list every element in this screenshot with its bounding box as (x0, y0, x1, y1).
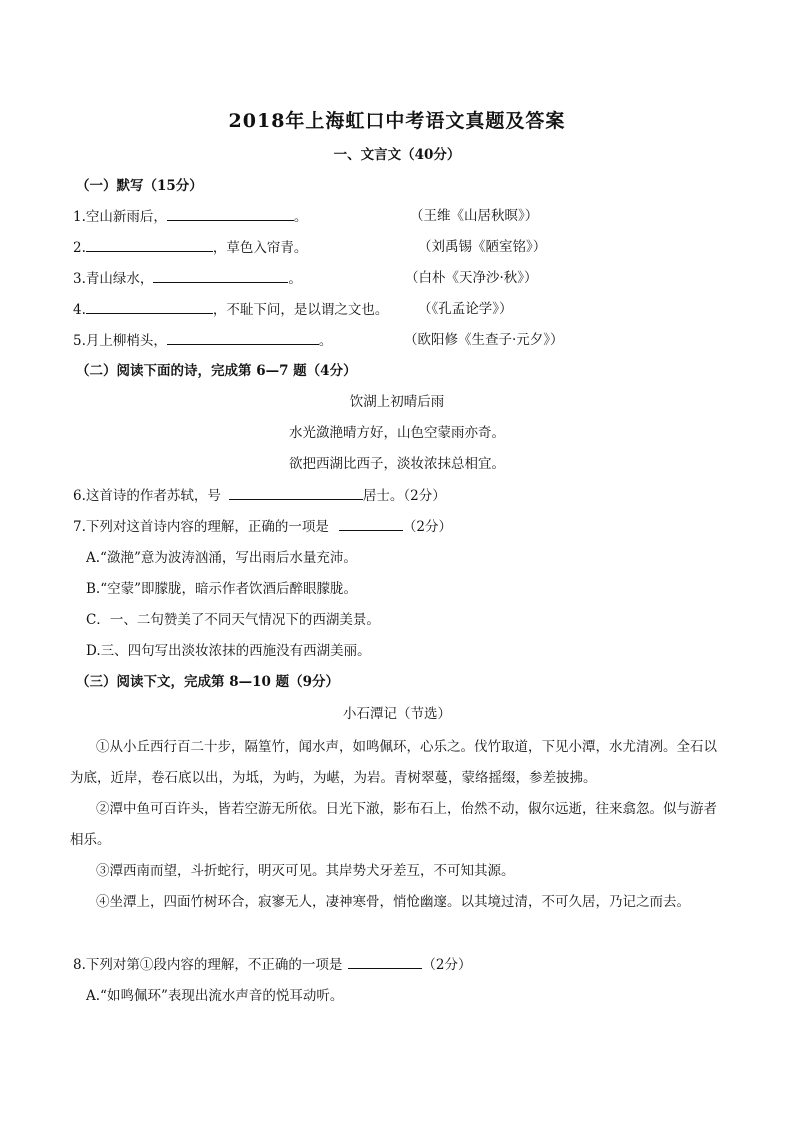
question-text: 居士。（2分） (362, 488, 446, 504)
dictation-item-5 (73, 330, 332, 351)
item-text: 3.青山绿水， (73, 271, 154, 287)
answer-blank[interactable] (229, 485, 363, 500)
item-text: 。 (318, 333, 333, 349)
item-text: 。 (293, 209, 308, 225)
question-text: 6.这首诗的作者苏轼，号 (73, 488, 221, 504)
question-6 (73, 485, 446, 506)
item-source: （《孔孟论学》） (418, 301, 513, 317)
item-text: 4. (73, 302, 86, 318)
dictation-item-3 (73, 268, 302, 289)
poem-line: 欲把西湖比西子，淡妆浓抹总相宜。 (289, 456, 505, 472)
item-text: 。 (288, 271, 302, 287)
option-b: B.“空蒙”即朦胧，暗示作者饮酒后醉眼朦胧。 (86, 581, 358, 597)
option-a: A.“潋滟”意为波涛汹涌，写出雨后水量充沛。 (86, 550, 357, 566)
option-d: D.三、四句写出淡妆浓抹的西施没有西湖美丽。 (86, 643, 371, 659)
item-source: （白朴《天净沙·秋》） (405, 270, 538, 286)
dictation-item-4 (73, 299, 388, 320)
section-heading: 一、文言文（40分） (333, 147, 461, 163)
essay-paragraph-2: ②潭中鱼可百许头，皆若空游无所依。日光下澈，影布石上，佁然不动，俶尔远逝，往来翕忽。似与游者相乐。 (70, 801, 717, 848)
essay-paragraph-4: ④坐潭上，四面竹树环合，寂寥无人，凄神寒骨，悄怆幽邃。以其境过清，不可久居，乃记之而去。 (96, 894, 690, 910)
item-source: （欧阳修《生查子·元夕》） (404, 332, 564, 348)
answer-blank[interactable] (167, 330, 319, 345)
item-text: ，不耻下问，是以谓之文也。 (212, 302, 389, 318)
answer-blank[interactable] (167, 206, 294, 221)
dictation-item-2 (73, 237, 307, 258)
part2-heading: （二）阅读下面的诗，完成第 6—7 题（4分） (76, 363, 357, 379)
option-c: C．一、二句赞美了不同天气情况下的西湖美景。 (86, 612, 380, 628)
answer-blank[interactable] (339, 516, 403, 531)
document-title: 2018年上海虹口中考语文真题及答案 (228, 110, 566, 132)
essay-paragraph-3: ③潭西南而望，斗折蛇行，明灭可见。其岸势犬牙差互，不可知其源。 (96, 863, 515, 879)
poem-title: 饮湖上初晴后雨 (349, 394, 445, 410)
item-source: （刘禹锡《陋室铭》） (418, 239, 547, 255)
essay-paragraph-1: ①从小丘西行百二十步，隔篁竹，闻水声，如鸣佩环，心乐之。伐竹取道，下见小潭，水尤清冽。全石以为底，近岸，卷石底以出，为坻，为屿，为嵁，为岩。青树翠蔓，蒙络摇缀，参差披拂。 (70, 739, 717, 786)
item-text: 2. (73, 240, 86, 256)
q8-option-a: A.“如鸣佩环”表现出流水声音的悦耳动听。 (86, 988, 344, 1004)
item-text: 1.空山新雨后， (73, 209, 167, 225)
item-source: （王维《山居秋暝》） (410, 208, 539, 224)
item-text: ，草色入帘青。 (212, 240, 308, 256)
question-8 (73, 954, 471, 975)
poem-line: 水光潋滟晴方好，山色空蒙雨亦奇。 (289, 425, 505, 441)
question-text: 8.下列对第①段内容的理解，不正确的一项是 (73, 957, 343, 973)
item-text: 5.月上柳梢头， (73, 333, 167, 349)
question-7 (73, 516, 452, 537)
question-text: 7.下列对这首诗内容的理解，正确的一项是 (73, 519, 329, 535)
dictation-item-1 (73, 206, 307, 227)
answer-blank[interactable] (86, 299, 213, 314)
essay-title: 小石潭记（节选） (343, 706, 451, 722)
part3-heading: （三）阅读下文，完成第 8—10 题（9分） (76, 674, 339, 690)
part1-heading: （一）默写（15分） (76, 178, 203, 194)
answer-blank[interactable] (153, 268, 288, 283)
answer-blank[interactable] (348, 954, 422, 969)
question-score: （2分） (402, 519, 452, 535)
question-score: （2分） (422, 957, 472, 973)
answer-blank[interactable] (86, 237, 213, 252)
